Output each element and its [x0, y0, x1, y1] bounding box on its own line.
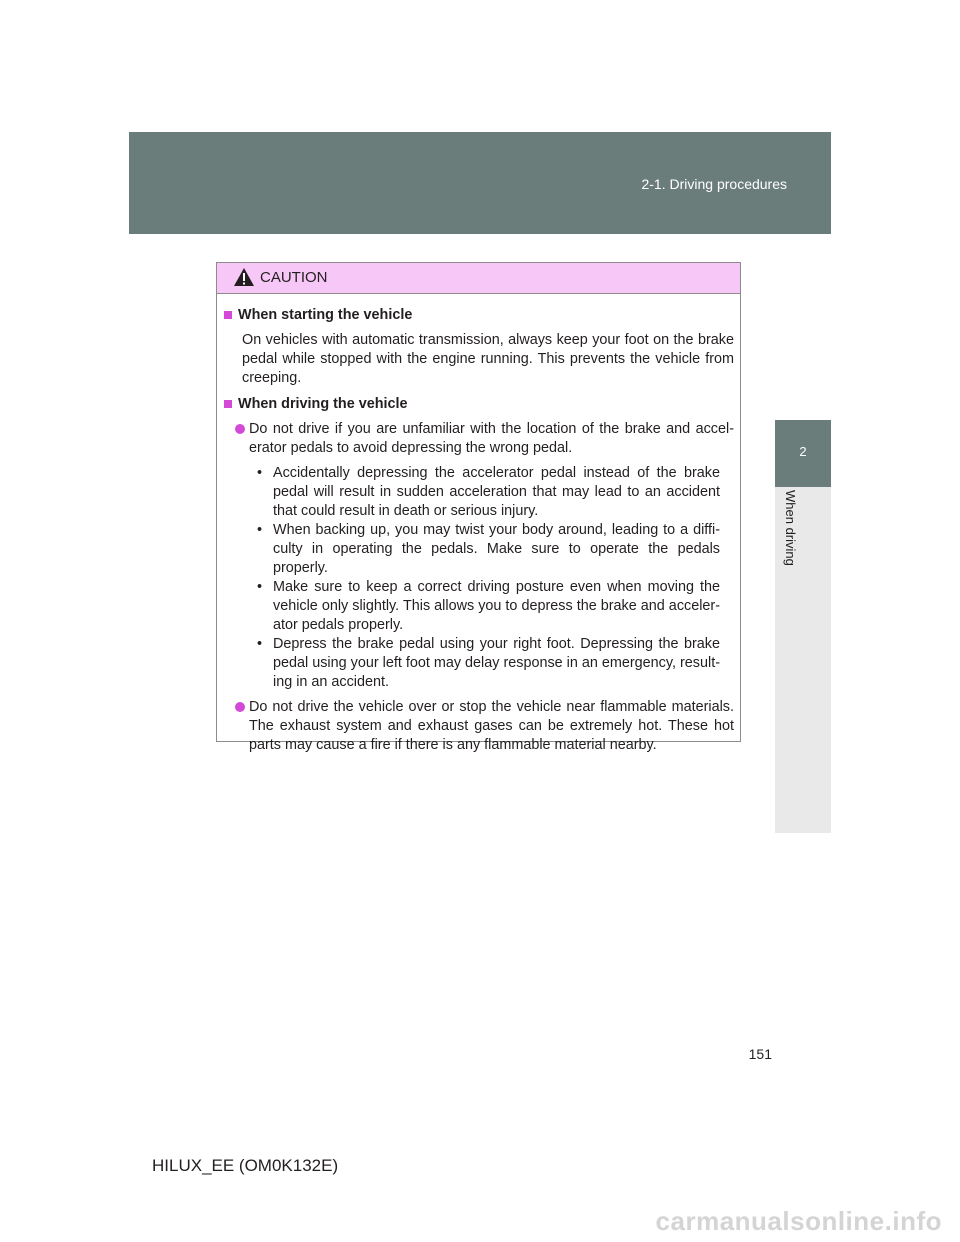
caution-box — [216, 262, 741, 753]
document-code: HILUX_EE (OM0K132E) — [152, 1156, 339, 1175]
round-bullet-icon — [235, 702, 245, 712]
sublist-item-text: Depress the brake pedal using your right foot. Depressing the brake pedal using your left foot may delay response in an emergency, result-ing in an accident. — [273, 636, 720, 690]
heading-text: When driving the vehicle — [238, 396, 408, 412]
sublist-item-text: When backing up, you may twist your body around, leading to a diffi-culty in operating the pedals. Make sure to operate the pedals properly. — [273, 522, 720, 576]
section-heading — [223, 306, 734, 325]
sublist-item — [257, 578, 720, 635]
caution-item — [235, 420, 734, 458]
chapter-number: 2 — [799, 444, 807, 459]
square-bullet-icon — [224, 400, 232, 408]
page-number: 151 — [748, 1046, 772, 1062]
sublist-item — [257, 521, 720, 578]
bullet-dot-icon: • — [257, 579, 263, 595]
chapter-header-band — [129, 132, 831, 234]
caution-header — [217, 263, 740, 294]
section-title: 2-1. Driving procedures — [641, 176, 787, 192]
warning-triangle-icon — [233, 267, 255, 287]
bullet-dot-icon: • — [257, 522, 263, 538]
sublist-item-text: Make sure to keep a correct driving posture even when moving the vehicle only slightly. This allows you to depress the brake and acceler-ator pedals properly. — [273, 579, 720, 633]
round-bullet-icon — [235, 424, 245, 434]
caution-sublist — [257, 464, 720, 692]
watermark: carmanualsonline.info — [655, 1206, 942, 1236]
sublist-item — [257, 464, 720, 521]
chapter-tab — [775, 420, 831, 487]
bullet-dot-icon: • — [257, 465, 263, 481]
caution-item — [235, 698, 734, 755]
sublist-item — [257, 635, 720, 692]
caution-body — [217, 294, 740, 755]
caution-title: CAUTION — [260, 269, 328, 286]
bullet-dot-icon: • — [257, 636, 263, 652]
caution-item-text: Do not drive the vehicle over or stop the vehicle near flammable materials. The exhaust system and exhaust gases can be extremely hot. These hot parts may cause a fire if there is any flammable material nearby. — [249, 699, 734, 753]
square-bullet-icon — [224, 311, 232, 319]
sublist-item-text: Accidentally depressing the accelerator pedal instead of the brake pedal will result in sudden acceleration that may lead to an accident that could result in death or serious injury. — [273, 465, 720, 519]
chapter-label: When driving — [783, 490, 798, 566]
heading-text: When starting the vehicle — [238, 307, 413, 323]
caution-item-text: Do not drive if you are unfamiliar with the location of the brake and accel-erator pedals to avoid depressing the wrong pedal. — [249, 421, 734, 456]
section-paragraph: On vehicles with automatic transmission, always keep your foot on the brake pedal while stopped with the engine running. This prevents the vehicle from creeping. — [242, 332, 734, 386]
section-heading — [223, 395, 734, 414]
